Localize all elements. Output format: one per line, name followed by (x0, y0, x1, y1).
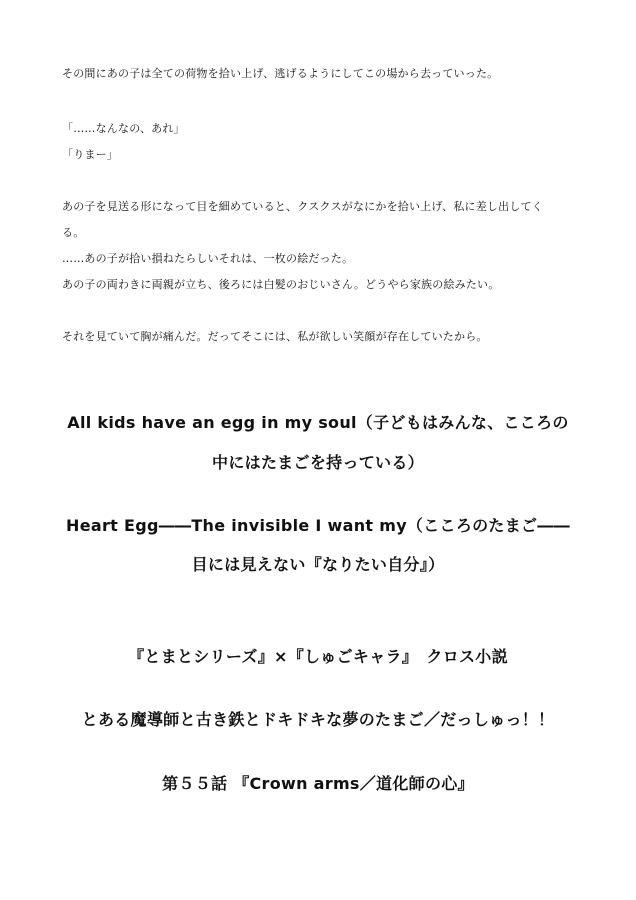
body-line-7: あの子の両わきに両親が立ち、後ろには白髪のおじいさん。どうやら家族の絵みたい。 (62, 278, 500, 291)
chapter-title-heading: 第５５話 『Crown arms／道化師の心』 (162, 774, 474, 793)
body-line-4: あの子を見送る形になって目を細めていると、クスクスがなにかを拾い上げ、私に差し出してく (62, 200, 543, 213)
body-line-1: その間にあの子は全ての荷物を拾い上げ、逃げるようにしてこの場から去っていった。 (62, 67, 499, 80)
body-line-5: る。 (62, 226, 85, 239)
heart-egg-heading-line-1: Heart Egg――The invisible I want my（こころのたまご―― (66, 516, 570, 535)
motto-heading-line-2: 中にはたまごを持っている） (212, 453, 424, 472)
crossover-heading: 『とまとシリーズ』×『しゅごキャラ』 クロス小説 (128, 647, 508, 666)
body-line-3: 「りまー」 (62, 148, 118, 161)
series-title-heading: とある魔導師と古き鉄とドキドキな夢のたまご／だっしゅっ！！ (81, 710, 555, 729)
body-line-8: それを見ていて胸が痛んだ。だってそこには、私が欲しい笑顔が存在していたから。 (62, 330, 488, 343)
body-line-2: 「……なんなの、あれ」 (62, 122, 185, 135)
motto-heading-line-1: All kids have an egg in my soul（子どもはみんな、こころの (67, 413, 569, 432)
body-line-6: ……あの子が拾い損ねたらしいそれは、一枚の絵だった。 (62, 252, 354, 265)
heart-egg-heading-line-2: 目には見えない『なりたい自分』） (191, 555, 445, 574)
